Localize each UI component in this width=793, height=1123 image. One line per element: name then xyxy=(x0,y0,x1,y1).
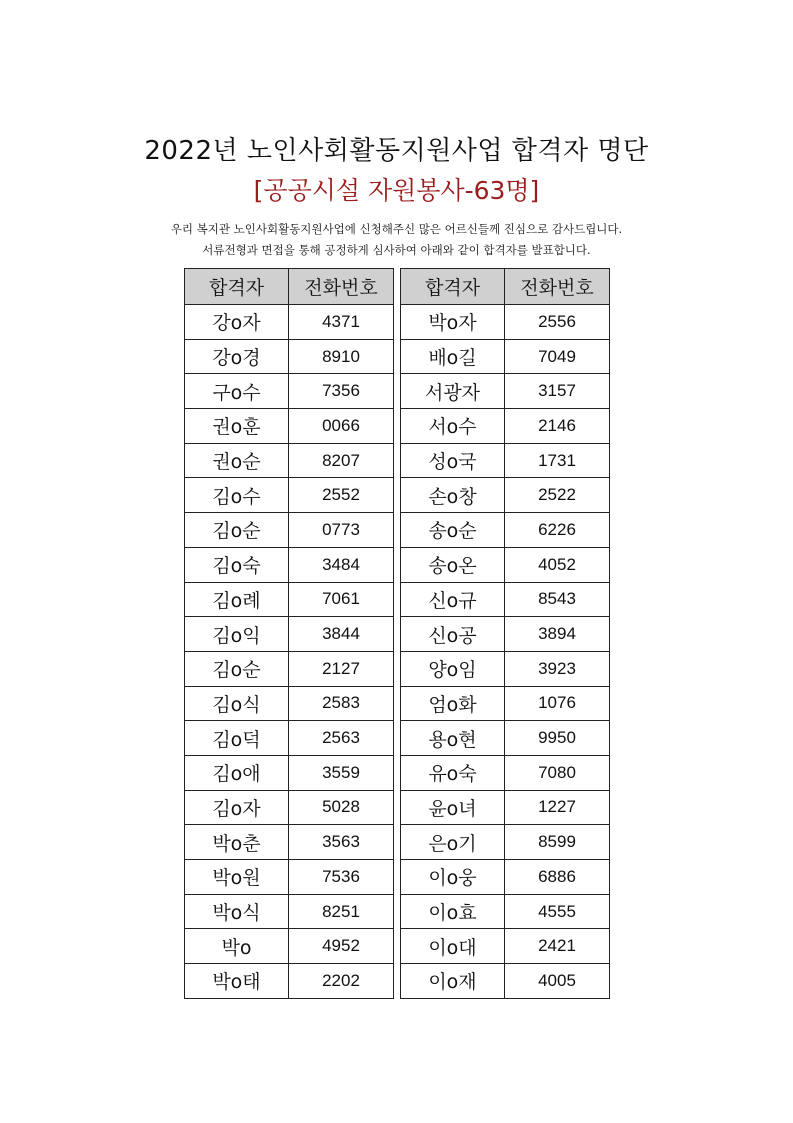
applicant-name: 권o순 xyxy=(185,443,289,478)
applicant-name: 신o규 xyxy=(401,582,505,617)
table-row xyxy=(401,964,610,999)
applicant-name: 김o자 xyxy=(185,790,289,825)
phone-number: 7061 xyxy=(289,582,394,617)
applicant-name: 박o춘 xyxy=(185,825,289,860)
phone-number: 3844 xyxy=(289,617,394,652)
column-header-name: 합격자 xyxy=(185,269,289,305)
phone-number: 3559 xyxy=(289,755,394,790)
right-roster-table xyxy=(400,268,610,999)
phone-number: 1731 xyxy=(505,443,610,478)
phone-number: 0066 xyxy=(289,409,394,444)
table-row xyxy=(185,964,394,999)
table-row xyxy=(401,374,610,409)
table-row xyxy=(185,305,394,340)
page-title: 2022년 노인사회활동지원사업 합격자 명단 xyxy=(144,136,649,166)
table-row xyxy=(401,755,610,790)
applicant-name: 김o순 xyxy=(185,651,289,686)
table-header-row xyxy=(185,269,394,305)
applicant-name: 구o수 xyxy=(185,374,289,409)
phone-number: 7356 xyxy=(289,374,394,409)
table-row xyxy=(401,894,610,929)
phone-number: 4052 xyxy=(505,547,610,582)
phone-number: 6226 xyxy=(505,513,610,548)
phone-number: 3484 xyxy=(289,547,394,582)
applicant-name: 박o원 xyxy=(185,860,289,895)
phone-number: 2563 xyxy=(289,721,394,756)
table-row xyxy=(401,409,610,444)
column-header-name: 합격자 xyxy=(401,269,505,305)
applicant-name: 배o길 xyxy=(401,339,505,374)
phone-number: 4952 xyxy=(289,929,394,964)
phone-number: 2421 xyxy=(505,929,610,964)
table-row xyxy=(185,790,394,825)
phone-number: 8910 xyxy=(289,339,394,374)
applicant-name: 권o훈 xyxy=(185,409,289,444)
applicant-name: 서o수 xyxy=(401,409,505,444)
left-roster-body xyxy=(185,305,394,999)
table-row xyxy=(185,721,394,756)
applicant-name: 김o례 xyxy=(185,582,289,617)
applicant-name: 박o태 xyxy=(185,964,289,999)
phone-number: 7049 xyxy=(505,339,610,374)
intro-line-2: 서류전형과 면접을 통해 공정하게 심사하여 아래와 같이 합격자를 발표합니다. xyxy=(202,243,591,257)
table-row xyxy=(185,339,394,374)
phone-number: 8543 xyxy=(505,582,610,617)
table-row xyxy=(185,409,394,444)
table-row xyxy=(401,929,610,964)
applicant-name: 김o식 xyxy=(185,686,289,721)
table-row xyxy=(185,825,394,860)
applicant-name: 송o순 xyxy=(401,513,505,548)
applicant-name: 이o대 xyxy=(401,929,505,964)
applicant-name: 서광자 xyxy=(401,374,505,409)
phone-number: 4005 xyxy=(505,964,610,999)
applicant-name: 김o순 xyxy=(185,513,289,548)
phone-number: 2583 xyxy=(289,686,394,721)
table-row xyxy=(401,651,610,686)
applicant-name: 손o창 xyxy=(401,478,505,513)
phone-number: 4371 xyxy=(289,305,394,340)
table-row xyxy=(185,513,394,548)
phone-number: 2522 xyxy=(505,478,610,513)
phone-number: 6886 xyxy=(505,860,610,895)
phone-number: 2552 xyxy=(289,478,394,513)
applicant-name: 용o현 xyxy=(401,721,505,756)
right-roster-body xyxy=(401,305,610,999)
table-row xyxy=(185,617,394,652)
phone-number: 3157 xyxy=(505,374,610,409)
phone-number: 1076 xyxy=(505,686,610,721)
phone-number: 9950 xyxy=(505,721,610,756)
phone-number: 2127 xyxy=(289,651,394,686)
applicant-name: 김o수 xyxy=(185,478,289,513)
table-row xyxy=(185,478,394,513)
applicant-name: 유o숙 xyxy=(401,755,505,790)
table-row xyxy=(185,860,394,895)
phone-number: 8251 xyxy=(289,894,394,929)
table-row xyxy=(401,305,610,340)
phone-number: 3563 xyxy=(289,825,394,860)
table-row xyxy=(185,547,394,582)
table-row xyxy=(401,790,610,825)
applicant-name: 엄o화 xyxy=(401,686,505,721)
table-header-row xyxy=(401,269,610,305)
phone-number: 7536 xyxy=(289,860,394,895)
applicant-name: 이o웅 xyxy=(401,860,505,895)
table-row xyxy=(401,686,610,721)
table-row xyxy=(185,374,394,409)
applicant-name: 송o온 xyxy=(401,547,505,582)
table-row xyxy=(401,443,610,478)
intro-line-1: 우리 복지관 노인사회활동지원사업에 신청해주신 많은 어르신들께 진심으로 감사드립니다. xyxy=(170,222,623,236)
applicant-name: 박o xyxy=(185,929,289,964)
table-row xyxy=(185,686,394,721)
column-header-phone: 전화번호 xyxy=(289,269,394,305)
table-row xyxy=(185,755,394,790)
phone-number: 5028 xyxy=(289,790,394,825)
applicant-name: 강o경 xyxy=(185,339,289,374)
phone-number: 3923 xyxy=(505,651,610,686)
phone-number: 2146 xyxy=(505,409,610,444)
applicant-name: 양o임 xyxy=(401,651,505,686)
table-row xyxy=(401,721,610,756)
applicant-name: 김o애 xyxy=(185,755,289,790)
applicant-name: 성o국 xyxy=(401,443,505,478)
table-row xyxy=(185,443,394,478)
phone-number: 2556 xyxy=(505,305,610,340)
phone-number: 8599 xyxy=(505,825,610,860)
table-row xyxy=(401,513,610,548)
applicant-name: 윤o녀 xyxy=(401,790,505,825)
phone-number: 1227 xyxy=(505,790,610,825)
table-row xyxy=(401,478,610,513)
applicant-name: 김o익 xyxy=(185,617,289,652)
applicant-name: 김o덕 xyxy=(185,721,289,756)
applicant-name: 김o숙 xyxy=(185,547,289,582)
applicant-name: 신o공 xyxy=(401,617,505,652)
table-row xyxy=(185,582,394,617)
phone-number: 7080 xyxy=(505,755,610,790)
table-row xyxy=(401,825,610,860)
applicant-name: 박o식 xyxy=(185,894,289,929)
table-row xyxy=(185,894,394,929)
applicant-name: 강o자 xyxy=(185,305,289,340)
applicant-name: 이o재 xyxy=(401,964,505,999)
table-row xyxy=(401,339,610,374)
table-row xyxy=(185,929,394,964)
phone-number: 8207 xyxy=(289,443,394,478)
phone-number: 3894 xyxy=(505,617,610,652)
table-row xyxy=(401,860,610,895)
table-row xyxy=(401,617,610,652)
phone-number: 2202 xyxy=(289,964,394,999)
left-roster-table xyxy=(184,268,394,999)
applicant-name: 은o기 xyxy=(401,825,505,860)
applicant-name: 박o자 xyxy=(401,305,505,340)
applicant-name: 이o효 xyxy=(401,894,505,929)
phone-number: 0773 xyxy=(289,513,394,548)
phone-number: 4555 xyxy=(505,894,610,929)
column-header-phone: 전화번호 xyxy=(505,269,610,305)
page-subtitle: [공공시설 자원봉사-63명] xyxy=(253,176,540,205)
table-row xyxy=(401,547,610,582)
table-row xyxy=(185,651,394,686)
table-row xyxy=(401,582,610,617)
